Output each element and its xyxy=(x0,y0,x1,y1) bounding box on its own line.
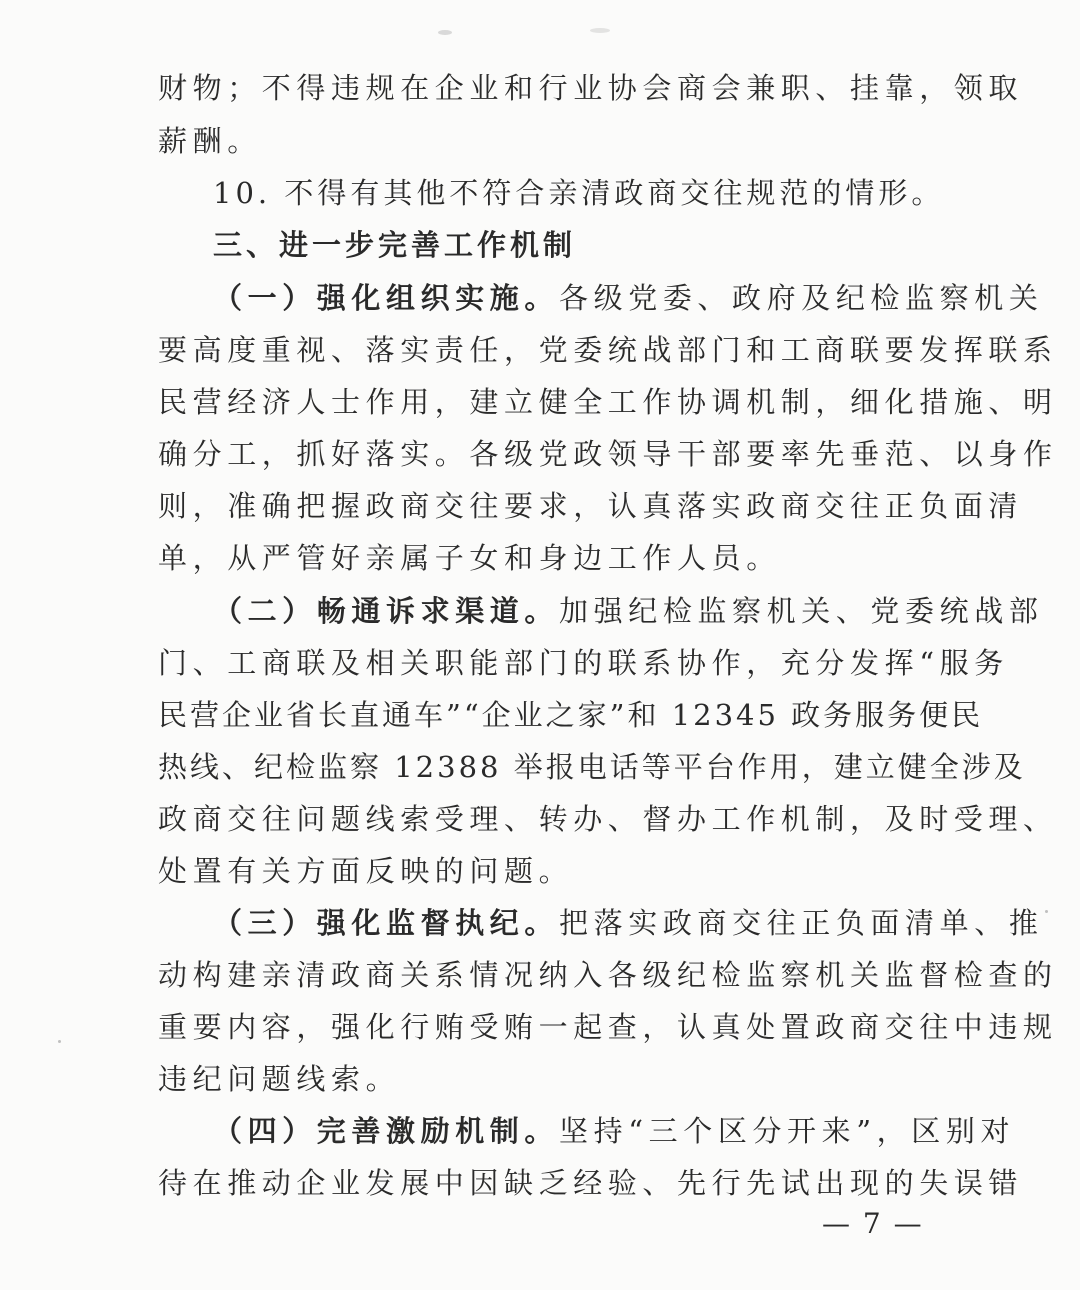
text-line: 单，从严管好亲属子女和身边工作人员。 xyxy=(158,541,781,575)
paragraph-line xyxy=(213,280,1044,316)
paragraph-heading: （三）强化监督执纪。 xyxy=(213,906,560,940)
paragraph-heading: （四）完善激励机制。 xyxy=(213,1114,560,1148)
text-line: 薪酬。 xyxy=(158,124,262,158)
scan-speck xyxy=(1045,910,1048,913)
text-line: 财物；不得违规在企业和行业协会商会兼职、挂靠，领取 xyxy=(158,71,1024,105)
paragraph-line xyxy=(213,905,1044,941)
paragraph-line xyxy=(213,593,1044,629)
text-line: 民营企业省长直通车”“企业之家”和 12345 政务服务便民 xyxy=(158,698,984,732)
text-line: 政商交往问题线索受理、转办、督办工作机制，及时受理、 xyxy=(158,802,1058,836)
text-line: 重要内容，强化行贿受贿一起查，认真处置政商交往中违规 xyxy=(158,1010,1058,1044)
paragraph-line xyxy=(213,1113,1016,1149)
paragraph-text: 加强纪检监察机关、党委统战部 xyxy=(559,594,1044,628)
text-line: 热线、纪检监察 12388 举报电话等平台作用，建立健全涉及 xyxy=(158,750,1026,784)
text-line: 确分工，抓好落实。各级党政领导干部要率先垂范、以身作 xyxy=(158,437,1058,471)
text-line: 要高度重视、落实责任，党委统战部门和工商联要发挥联系 xyxy=(158,333,1058,367)
text-line: 处置有关方面反映的问题。 xyxy=(158,854,574,888)
text-line: 待在推动企业发展中因缺乏经验、先行先试出现的失误错 xyxy=(158,1166,1024,1200)
paragraph-text: 各级党委、政府及纪检监察机关 xyxy=(559,281,1044,315)
paragraph-heading: （二）畅通诉求渠道。 xyxy=(213,594,560,628)
text-line: 违纪问题线索。 xyxy=(158,1062,401,1096)
text-line: 动构建亲清政商关系情况纳入各级纪检监察机关监督检查的 xyxy=(158,958,1058,992)
text-line: 则，准确把握政商交往要求，认真落实政商交往正负面清 xyxy=(158,489,1024,523)
page-number: — 7 — xyxy=(822,1207,924,1240)
paragraph-heading: （一）强化组织实施。 xyxy=(213,281,560,315)
text-line: 10. 不得有其他不符合亲清政商交往规范的情形。 xyxy=(213,176,945,210)
scan-speck xyxy=(438,30,452,35)
text-line: 门、工商联及相关职能部门的联系协作，充分发挥“服务 xyxy=(158,646,1009,680)
paragraph-text: 把落实政商交往正负面清单、推 xyxy=(559,906,1044,940)
paragraph-text: 坚持“三个区分开来”，区别对 xyxy=(559,1114,1016,1148)
scan-speck xyxy=(58,1040,61,1043)
section-heading: 三、进一步完善工作机制 xyxy=(213,228,577,262)
text-line: 民营经济人士作用，建立健全工作协调机制，细化措施、明 xyxy=(158,385,1058,419)
scan-speck xyxy=(590,28,610,33)
